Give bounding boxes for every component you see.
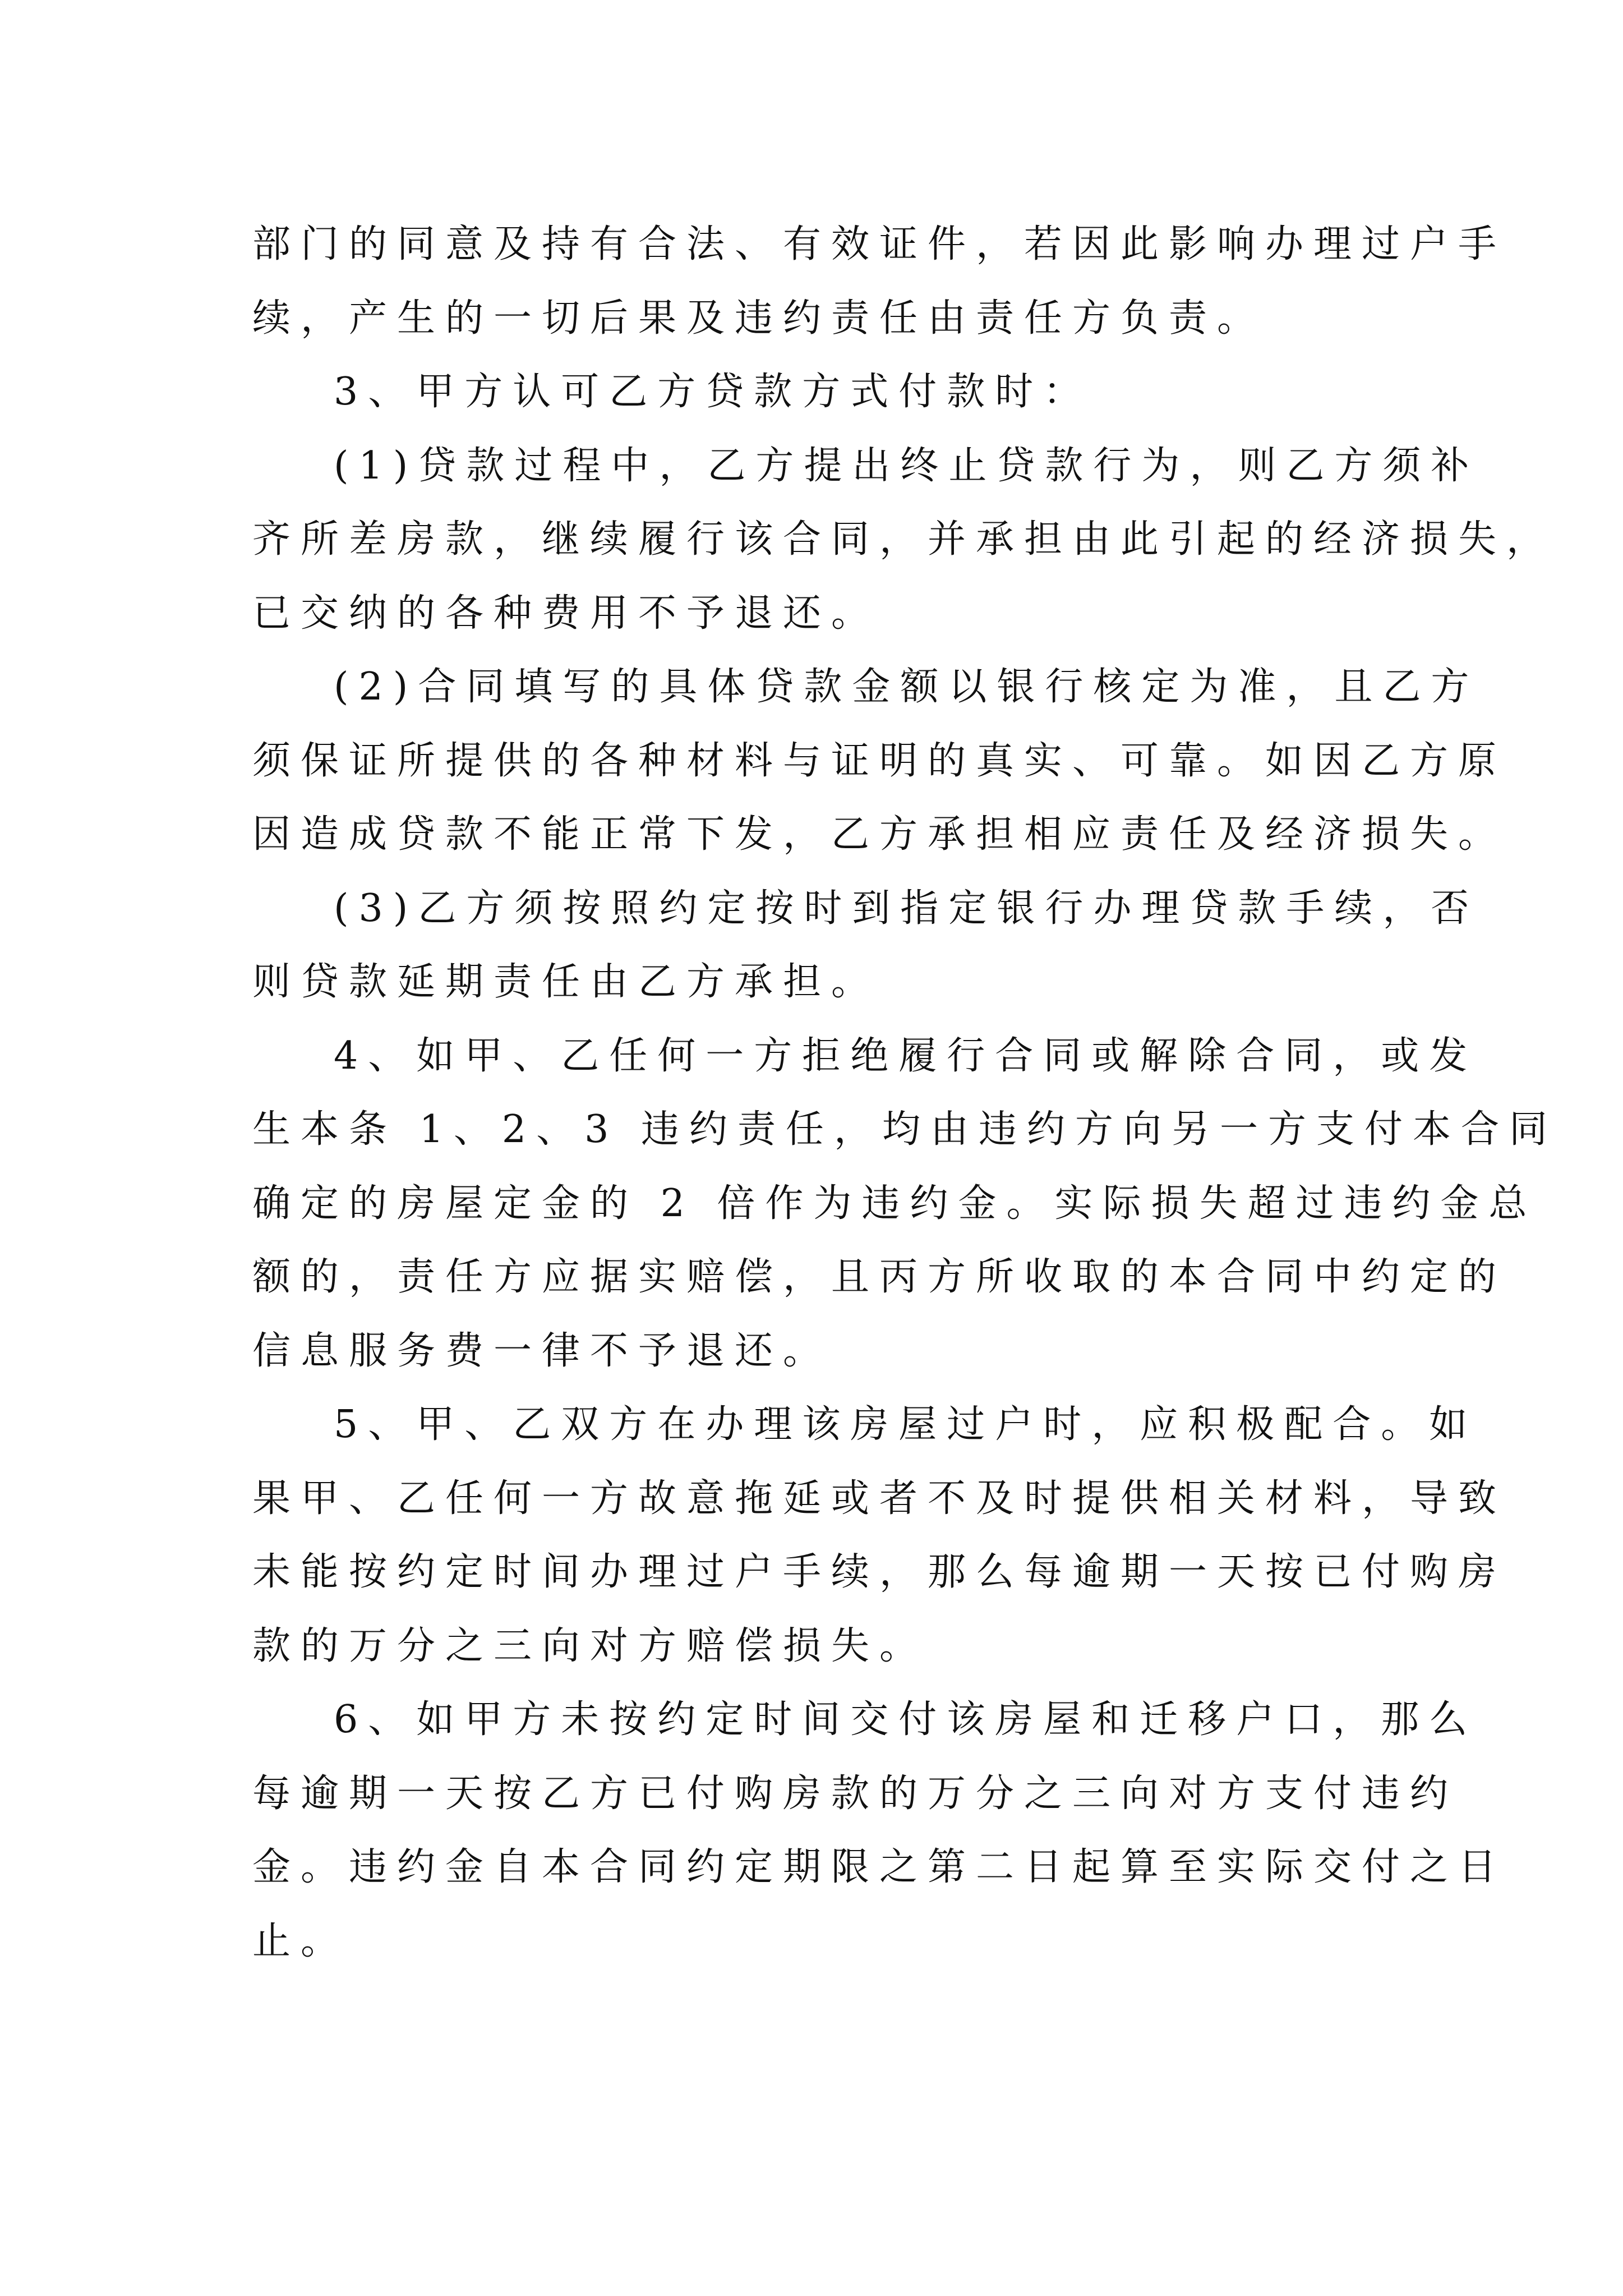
paragraph-8 (252, 1683, 1507, 1978)
text-line: (2)合同填写的具体贷款金额以银行核定为准，且乙方 (334, 665, 1479, 709)
text-line: 则贷款延期责任由乙方承担。 (252, 960, 880, 1004)
text-line: 续，产生的一切后果及违约责任由责任方负责。 (252, 296, 1266, 341)
text-line: 信息服务费一律不予退还。 (252, 1328, 832, 1373)
text-line: 金。违约金自本合同约定期限之第二日起算至实际交付之日 (252, 1845, 1507, 1889)
text-line: 3、甲方认可乙方贷款方式付款时： (334, 370, 1092, 414)
text-line: 未能按约定时间办理过户手续，那么每逾期一天按已付购房 (252, 1550, 1507, 1594)
paragraph-5 (252, 872, 1479, 1019)
text-line: 款的万分之三向对方赔偿损失。 (252, 1623, 928, 1668)
paragraph-2 (252, 355, 1388, 429)
document-body (252, 208, 1558, 1978)
text-line: (1)贷款过程中，乙方提出终止贷款行为，则乙方须补 (334, 443, 1479, 488)
paragraph-3 (252, 429, 1555, 651)
text-line: 须保证所提供的各种材料与证明的真实、可靠。如因乙方原 (252, 738, 1507, 783)
text-line: 已交纳的各种费用不予退还。 (252, 591, 880, 636)
text-line: 额的，责任方应据实赔偿，且丙方所收取的本合同中约定的 (252, 1255, 1507, 1299)
text-line: 因造成贷款不能正常下发，乙方承担相应责任及经济损失。 (252, 812, 1507, 857)
text-line: 果甲、乙任何一方故意拖延或者不及时提供相关材料，导致 (252, 1476, 1507, 1521)
text-line: 6、如甲方未按约定时间交付该房屋和迁移户口，那么 (334, 1697, 1478, 1742)
text-line: 5、甲、乙双方在办理该房屋过户时，应积极配合。如 (334, 1402, 1478, 1447)
text-line: 止。 (252, 1918, 349, 1963)
paragraph-1 (252, 208, 1507, 355)
paragraph-4 (252, 650, 1507, 872)
text-line: 每逾期一天按乙方已付购房款的万分之三向对方支付违约 (252, 1771, 1459, 1816)
text-line: 齐所差房款，继续履行该合同，并承担由此引起的经济损失， (252, 517, 1555, 562)
text-line: 部门的同意及持有合法、有效证件，若因此影响办理过户手 (252, 222, 1507, 266)
text-line: (3)乙方须按照约定按时到指定银行办理贷款手续，否 (334, 886, 1479, 931)
text-line: 4、如甲、乙任何一方拒绝履行合同或解除合同，或发 (334, 1033, 1478, 1078)
paragraph-7 (252, 1388, 1507, 1683)
paragraph-6 (252, 1019, 1558, 1388)
text-line: 确定的房屋定金的 2 倍作为违约金。实际损失超过违约金总 (252, 1181, 1537, 1226)
text-line: 生本条 1、2、3 违约责任，均由违约方向另一方支付本合同 (252, 1107, 1558, 1152)
